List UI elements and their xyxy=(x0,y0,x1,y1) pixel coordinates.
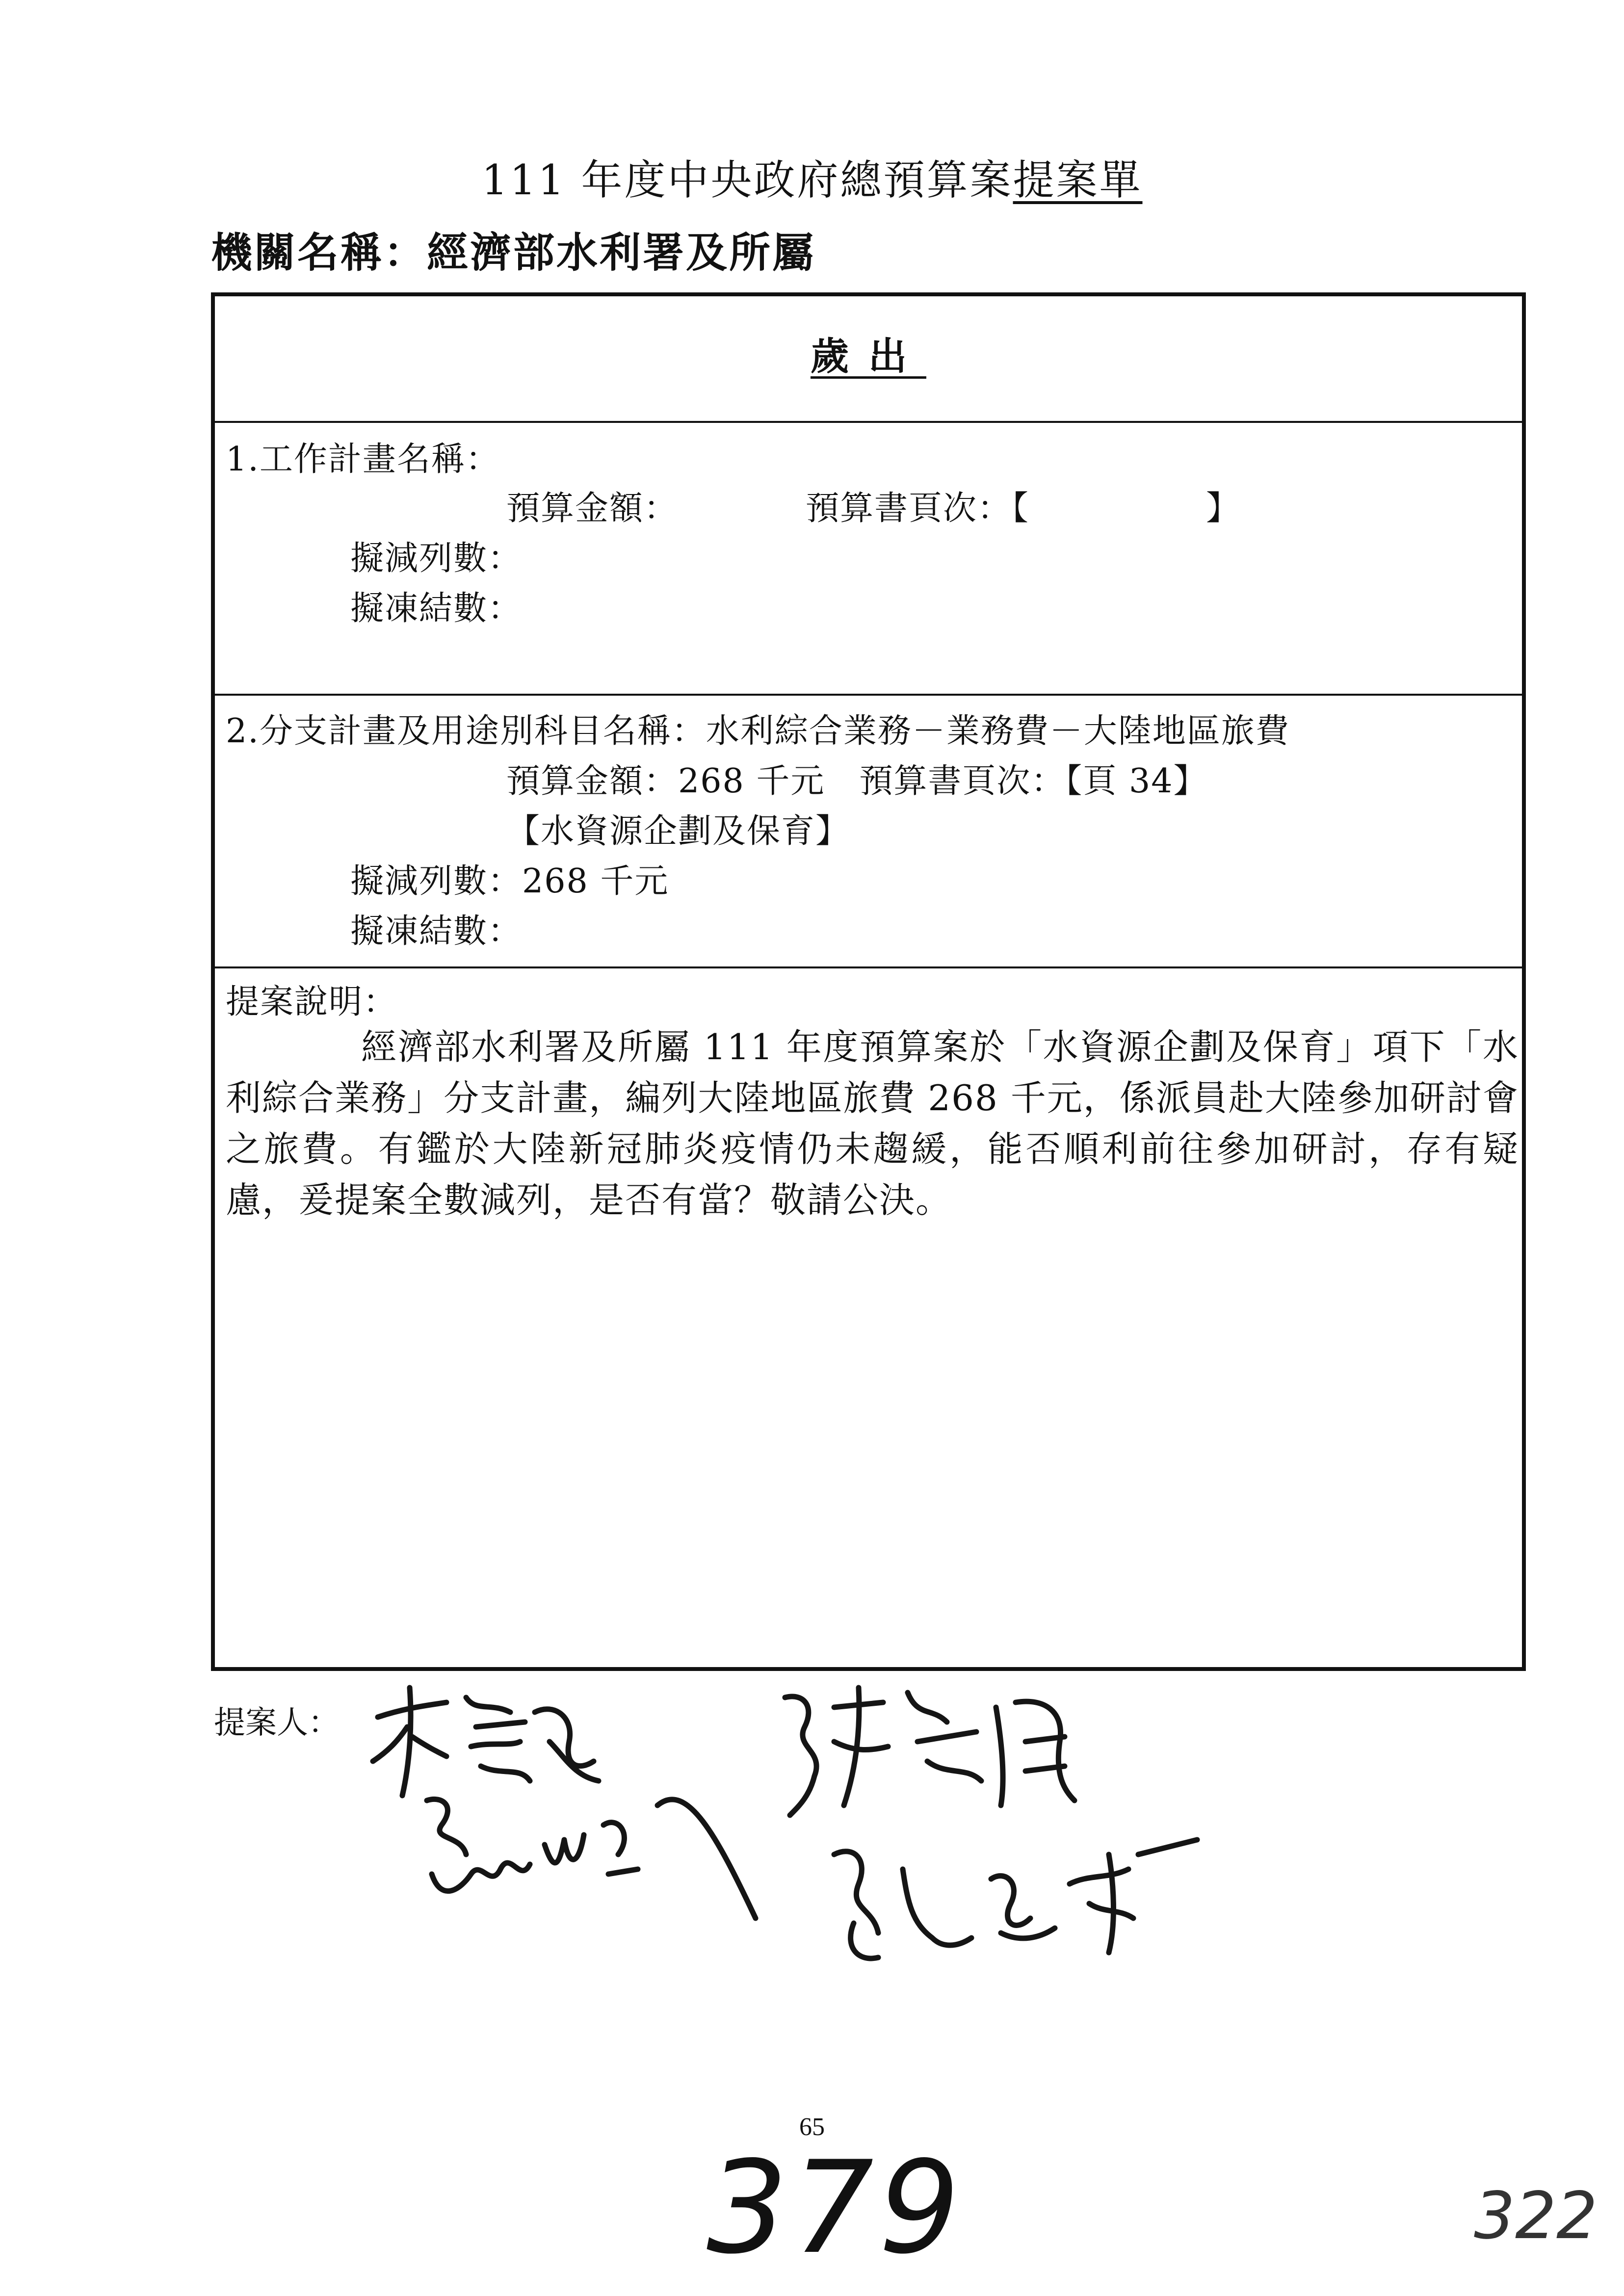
sub-plan-section xyxy=(215,696,1522,968)
explanation-heading: 提案說明： xyxy=(226,983,398,1021)
budget-amount-line-2: 預算金額：268 千元 預算書頁次：【頁 34】 xyxy=(506,762,1208,801)
explanation-section xyxy=(215,968,1522,1671)
budget-page-close-1: 】 xyxy=(1206,489,1241,528)
signature-4 xyxy=(814,1825,1207,1982)
title-main: 111 年度中央政府總預算案 xyxy=(481,156,1013,204)
freeze-amount-label-2: 擬凍結數： xyxy=(350,912,523,951)
budget-page-label-1: 預算書頁次：【 xyxy=(806,489,1030,528)
section-header-row xyxy=(215,296,1522,423)
cut-amount-label-1: 擬減列數： xyxy=(350,539,523,578)
signature-3 xyxy=(770,1678,1114,1825)
signature-2 xyxy=(412,1776,765,1938)
work-plan-section xyxy=(215,423,1522,696)
document-title xyxy=(0,147,1624,207)
title-underlined: 提案單 xyxy=(1013,156,1143,204)
program-name: 【水資源企劃及保育】 xyxy=(506,812,850,851)
work-plan-heading: 1.工作計畫名稱： xyxy=(226,440,500,479)
cut-amount-line-2: 擬減列數：268 千元 xyxy=(350,862,669,901)
agency-name: 機關名稱：經濟部水利署及所屬 xyxy=(211,228,816,277)
budget-amount-label-1: 預算金額： xyxy=(506,489,679,528)
section-header-label: 歲出 xyxy=(810,334,926,379)
proposal-form-frame xyxy=(211,292,1526,1671)
sub-plan-heading: 2.分支計畫及用途別科目名稱：水利綜合業務－業務費－大陸地區旅費 xyxy=(226,712,1290,751)
page-number: 65 xyxy=(799,2113,825,2141)
freeze-amount-label-1: 擬凍結數： xyxy=(350,589,523,628)
handwritten-page-number: 379 xyxy=(707,2134,965,2282)
explanation-text: 經濟部水利署及所屬 111 年度預算案於「水資源企劃及保育」項下「水利綜合業務」分支計畫，編列大陸地區旅費 268 千元，係派員赴大陸參加研討會之旅費。有鑑於大陸新冠肺炎疫情仍未趨緩，能否順利前往參加研討，存有疑慮，爰提案全數減列，是否有當？敬請公決。 xyxy=(226,1026,1519,1221)
proposer-label: 提案人： xyxy=(214,1705,340,1741)
handwritten-annotation: 322 xyxy=(1474,2178,1598,2254)
